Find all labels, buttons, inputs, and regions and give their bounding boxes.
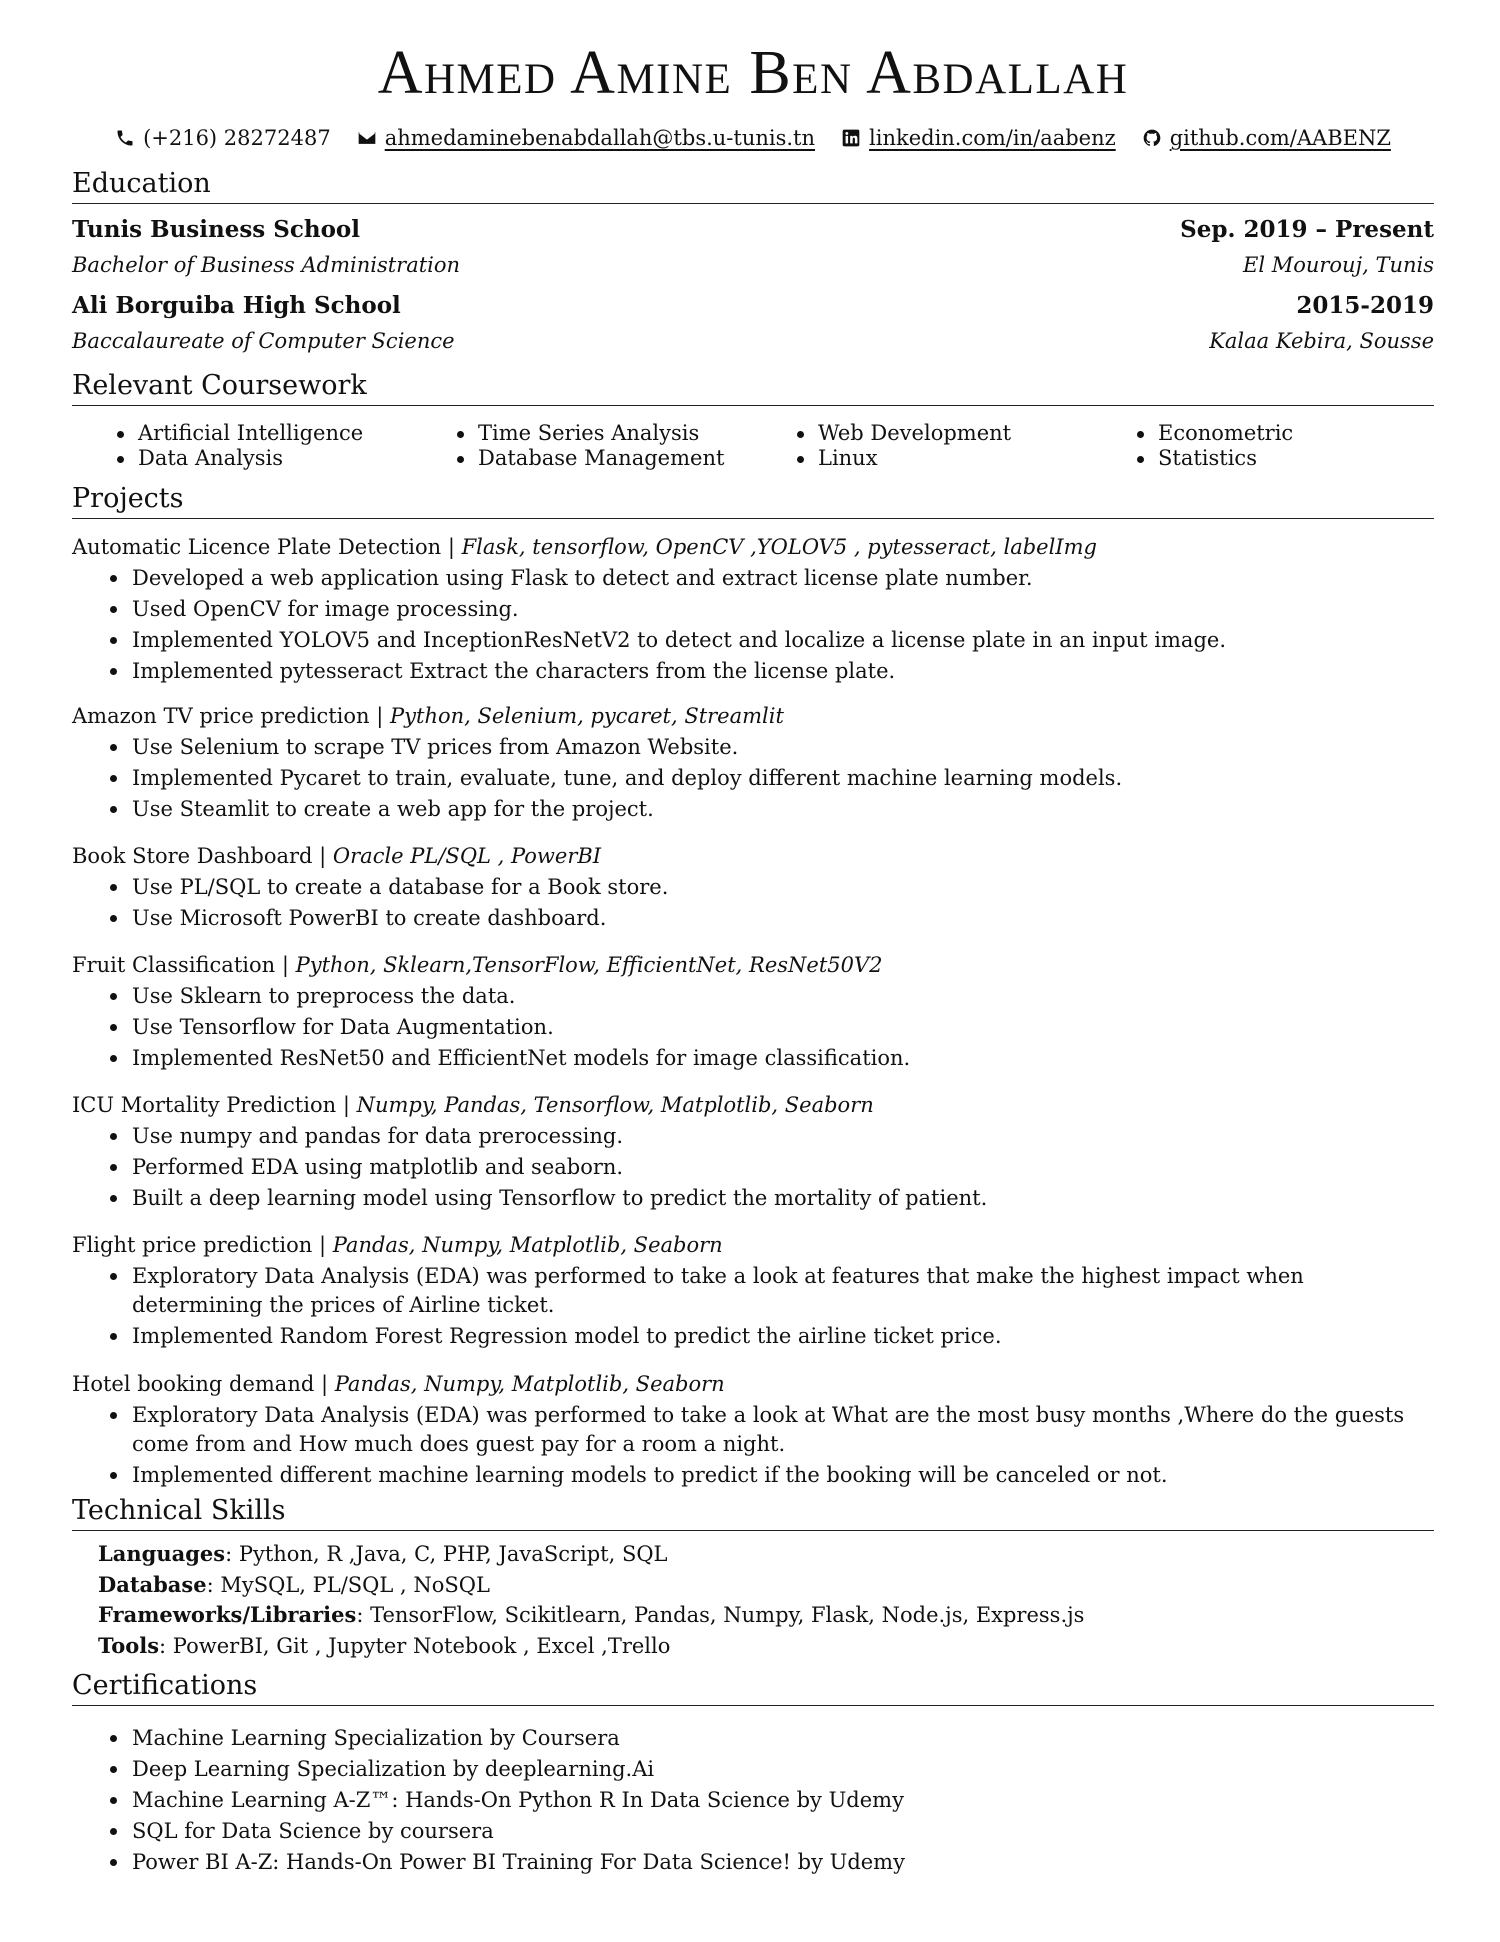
- project-bullet: Implemented Random Forest Regression model to predict the airline ticket price.: [106, 1322, 1434, 1351]
- skill-value: TensorFlow, Scikitlearn, Pandas, Numpy, Flask, Node.js, Express.js: [370, 1603, 1085, 1628]
- project-heading: Automatic Licence Plate Detection | Flask, tensorflow, OpenCV ,YOLOV5 , pytesseract, labelImg: [72, 535, 1097, 559]
- coursework-list: [112, 421, 1432, 471]
- certification-item: Deep Learning Specialization by deeplearning.Ai: [106, 1754, 905, 1785]
- project-bullets: [72, 1122, 1434, 1213]
- project-bullet: Performed EDA using matplotlib and seaborn.: [106, 1153, 1434, 1182]
- project-name: Fruit Classification: [72, 953, 276, 977]
- skill-label: Frameworks/Libraries: [98, 1602, 357, 1628]
- project-bullet: Implemented pytesseract Extract the characters from the license plate.: [106, 657, 1434, 686]
- project-name: Hotel booking demand: [72, 1372, 315, 1396]
- course-item: Web Development: [792, 421, 1132, 446]
- project-entry: [72, 702, 1434, 826]
- project-name: Automatic Licence Plate Detection: [72, 535, 442, 559]
- section-title-coursework: Relevant Coursework: [72, 369, 1434, 406]
- project-bullet: Built a deep learning model using Tensorflow to predict the mortality of patient.: [106, 1184, 1434, 1213]
- school-name: Ali Borguiba High School: [72, 292, 401, 319]
- education-entry: [72, 291, 1434, 321]
- project-bullet: Implemented Pycaret to train, evaluate, tune, and deploy different machine learning models.: [106, 764, 1434, 793]
- project-bullet: Implemented YOLOV5 and InceptionResNetV2 to detect and localize a license plate in an input image.: [106, 626, 1434, 655]
- project-bullet: Use Selenium to scrape TV prices from Amazon Website.: [106, 733, 1434, 762]
- project-bullet: Implemented different machine learning models to predict if the booking will be canceled or not.: [106, 1461, 1434, 1490]
- course-item: Linux: [792, 446, 1132, 471]
- github-icon: [1142, 128, 1162, 148]
- contact-github[interactable]: [1142, 124, 1391, 152]
- project-tech: Pandas, Numpy, Matplotlib, Seaborn: [334, 1372, 725, 1396]
- project-bullet: Use numpy and pandas for data prerocessing.: [106, 1122, 1434, 1151]
- section-title-education: Education: [72, 167, 1434, 204]
- education-location: El Mourouj, Tunis: [1242, 253, 1434, 277]
- project-entry: [72, 533, 1434, 688]
- project-entry: [72, 1231, 1434, 1353]
- degree: Baccalaureate of Computer Science: [72, 329, 455, 353]
- skill-label: Database: [98, 1571, 207, 1597]
- education-dates: 2015-2019: [1296, 292, 1434, 319]
- course-item: Artificial Intelligence: [112, 421, 452, 446]
- project-bullet: Used OpenCV for image processing.: [106, 595, 1434, 624]
- skill-label: Tools: [98, 1633, 160, 1659]
- certification-item: Power BI A-Z: Hands-On Power BI Training For Data Science! by Udemy: [106, 1847, 905, 1878]
- project-heading: Amazon TV price prediction | Python, Selenium, pycaret, Streamlit: [72, 704, 784, 728]
- project-bullets: [72, 873, 1434, 933]
- project-heading: Book Store Dashboard | Oracle PL/SQL , PowerBI: [72, 844, 602, 868]
- project-name: Amazon TV price prediction: [72, 704, 370, 728]
- project-name: Flight price prediction: [72, 1233, 313, 1257]
- project-entry: [72, 951, 1434, 1075]
- project-bullets: [72, 564, 1434, 686]
- linkedin-icon: [841, 128, 861, 148]
- school-name: Tunis Business School: [72, 216, 361, 243]
- skill-label: Languages: [98, 1541, 226, 1566]
- linkedin-link[interactable]: linkedin.com/in/aabenz: [869, 126, 1116, 150]
- project-bullet: Use Tensorflow for Data Augmentation.: [106, 1013, 1434, 1042]
- project-bullet: Use PL/SQL to create a database for a Book store.: [106, 873, 1434, 902]
- section-title-projects: Projects: [72, 482, 1434, 519]
- phone-icon: [115, 128, 135, 148]
- contact-phone: [115, 124, 331, 152]
- project-bullet: Implemented ResNet50 and EfficientNet models for image classification.: [106, 1044, 1434, 1073]
- education-location: Kalaa Kebira, Sousse: [1209, 329, 1434, 353]
- contact-bar: [72, 124, 1434, 152]
- certification-item: Machine Learning Specialization by Coursera: [106, 1723, 905, 1754]
- section-title-skills: Technical Skills: [72, 1494, 1434, 1531]
- course-item: Data Analysis: [112, 446, 452, 471]
- certification-item: SQL for Data Science by coursera: [106, 1816, 905, 1847]
- project-tech: Pandas, Numpy, Matplotlib, Seaborn: [332, 1233, 723, 1257]
- github-link[interactable]: github.com/AABENZ: [1169, 126, 1391, 150]
- skill-row: Frameworks/Libraries: TensorFlow, Scikitlearn, Pandas, Numpy, Flask, Node.js, Express.js: [98, 1602, 1085, 1628]
- envelope-icon: [357, 128, 377, 148]
- course-item: Time Series Analysis: [452, 421, 792, 446]
- project-tech: Python, Selenium, pycaret, Streamlit: [390, 704, 784, 728]
- project-entry: [72, 842, 1434, 935]
- project-tech: Oracle PL/SQL , PowerBI: [332, 844, 602, 868]
- education-dates: Sep. 2019 – Present: [1180, 216, 1434, 243]
- project-bullets: [72, 1401, 1434, 1490]
- project-heading: Fruit Classification | Python, Sklearn,TensorFlow, EfficientNet, ResNet50V2: [72, 953, 883, 977]
- skills-list: [98, 1539, 1084, 1662]
- phone-text: (+216) 28272487: [143, 126, 331, 150]
- course-item: Econometric: [1132, 421, 1432, 446]
- course-item: Database Management: [452, 446, 792, 471]
- project-bullet: Use Steamlit to create a web app for the project.: [106, 795, 1434, 824]
- resume-page: [72, 0, 1434, 1942]
- education-detail: [72, 251, 1434, 279]
- project-name: ICU Mortality Prediction: [72, 1093, 337, 1117]
- project-tech: Numpy, Pandas, Tensorflow, Matplotlib, Seaborn: [356, 1093, 874, 1117]
- project-bullet: Developed a web application using Flask to detect and extract license plate number.: [106, 564, 1434, 593]
- education-detail: [72, 327, 1434, 355]
- project-entry: [72, 1370, 1434, 1492]
- project-heading: ICU Mortality Prediction | Numpy, Pandas, Tensorflow, Matplotlib, Seaborn: [72, 1093, 874, 1117]
- project-tech: Python, Sklearn,TensorFlow, EfficientNet, ResNet50V2: [295, 953, 883, 977]
- section-title-certifications: Certifications: [72, 1669, 1434, 1706]
- contact-email[interactable]: [357, 124, 815, 152]
- degree: Bachelor of Business Administration: [72, 253, 461, 277]
- project-entry: [72, 1091, 1434, 1215]
- project-tech: Flask, tensorflow, OpenCV ,YOLOV5 , pytesseract, labelImg: [461, 535, 1097, 559]
- candidate-name: Ahmed Amine Ben Abdallah: [377, 39, 1129, 107]
- certifications-list: [106, 1723, 905, 1878]
- project-bullets: [72, 1262, 1434, 1351]
- project-bullets: [72, 982, 1434, 1073]
- education-entry: [72, 215, 1434, 245]
- email-link[interactable]: ahmedaminebenabdallah@tbs.u-tunis.tn: [384, 126, 816, 150]
- course-item: Statistics: [1132, 446, 1432, 471]
- skill-row: Database: MySQL, PL/SQL , NoSQL: [98, 1571, 490, 1597]
- project-bullet: Use Microsoft PowerBI to create dashboard.: [106, 904, 1434, 933]
- skill-value: PowerBI, Git , Jupyter Notebook , Excel ,Trello: [172, 1634, 671, 1659]
- project-heading: Hotel booking demand | Pandas, Numpy, Matplotlib, Seaborn: [72, 1372, 725, 1396]
- project-bullet: Exploratory Data Analysis (EDA) was performed to take a look at features that make the highest impact when determining the prices of Airline ticket.: [106, 1262, 1434, 1320]
- certification-item: Machine Learning A-Z™: Hands-On Python R In Data Science by Udemy: [106, 1785, 905, 1816]
- project-bullet: Use Sklearn to preprocess the data.: [106, 982, 1434, 1011]
- project-heading: Flight price prediction | Pandas, Numpy, Matplotlib, Seaborn: [72, 1233, 723, 1257]
- skill-row: Tools: PowerBI, Git , Jupyter Notebook , Excel ,Trello: [98, 1633, 671, 1659]
- project-name: Book Store Dashboard: [72, 844, 313, 868]
- project-bullet: Exploratory Data Analysis (EDA) was performed to take a look at What are the most busy months ,Where do the guests come from and How much does guest pay for a room a night.: [106, 1401, 1434, 1459]
- project-bullets: [72, 733, 1434, 824]
- skill-value: MySQL, PL/SQL , NoSQL: [220, 1572, 490, 1597]
- skill-row: Languages: Python, R ,Java, C, PHP, JavaScript, SQL: [98, 1541, 668, 1566]
- skill-value: Python, R ,Java, C, PHP, JavaScript, SQL: [238, 1542, 668, 1566]
- contact-linkedin[interactable]: [841, 124, 1116, 152]
